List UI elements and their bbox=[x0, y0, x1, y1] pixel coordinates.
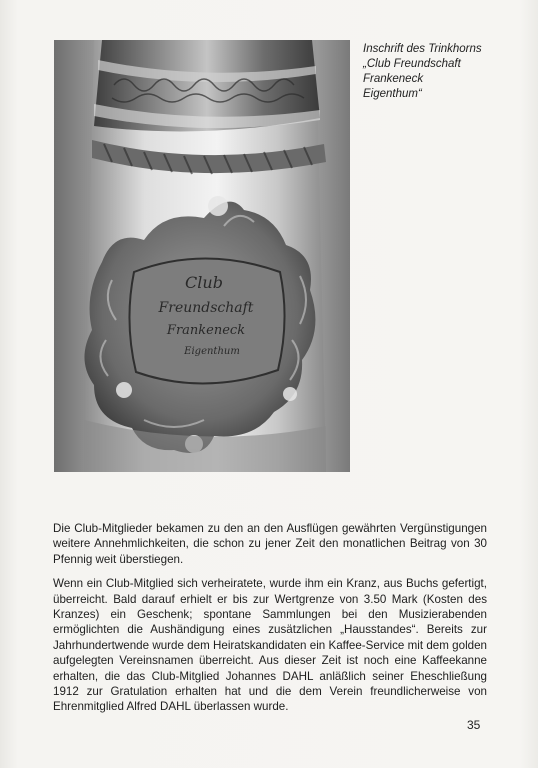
caption-line: Frankeneck bbox=[363, 73, 424, 85]
paragraph: Wenn ein Club-Mitglied sich verheiratete, wurde ihm ein Kranz, aus Buchs gefertigt, überreicht. Bald darauf erhielt er bis zur Wertgrenze von 3.50 Mark (Kosten des Kranzes) ein Geschenk; spontane Sammlungen bei den Musizierabenden ermöglichten die Aushändigung eines zusätzlichen „Hausstandes“. Bereits zur Jahrhundertwende wurde dem Heiratskandidaten ein Kaffee-Service mit dem golden aufgelegten Vereinsnamen überreicht. Aus dieser Zeit ist noch eine Kaffeekanne erhalten, die das Club-Mitglied Johannes DAHL anläßlich seiner Eheschließung 1912 zur Gratulation erhalten hat und die dem Verein freundlicherweise von Ehrenmitglied Alfred DAHL überlassen wurde. bbox=[53, 577, 487, 714]
caption-line: Eigenthum“ bbox=[363, 88, 422, 100]
engraving-line-1: Club bbox=[185, 273, 223, 292]
engraving-line-4: Eigenthum bbox=[184, 346, 240, 357]
engraving-line-3: Frankeneck bbox=[166, 323, 246, 338]
page-number: 35 bbox=[467, 718, 481, 732]
caption-line: Inschrift des Trinkhorns bbox=[363, 43, 482, 55]
body-text bbox=[53, 521, 487, 724]
drinking-horn-photo bbox=[54, 40, 350, 472]
engraving-line-2: Freundschaft bbox=[158, 300, 254, 316]
paragraph: Die Club-Mitglieder bekamen zu den an den Ausflügen gewährten Vergünstigungen weitere Annehmlichkeiten, die schon zu jener Zeit den monatlichen Beitrag von 30 Pfennig weit überstiegen. bbox=[53, 522, 487, 566]
caption-line: „Club Freundschaft bbox=[363, 58, 461, 70]
photo-caption bbox=[363, 42, 523, 102]
